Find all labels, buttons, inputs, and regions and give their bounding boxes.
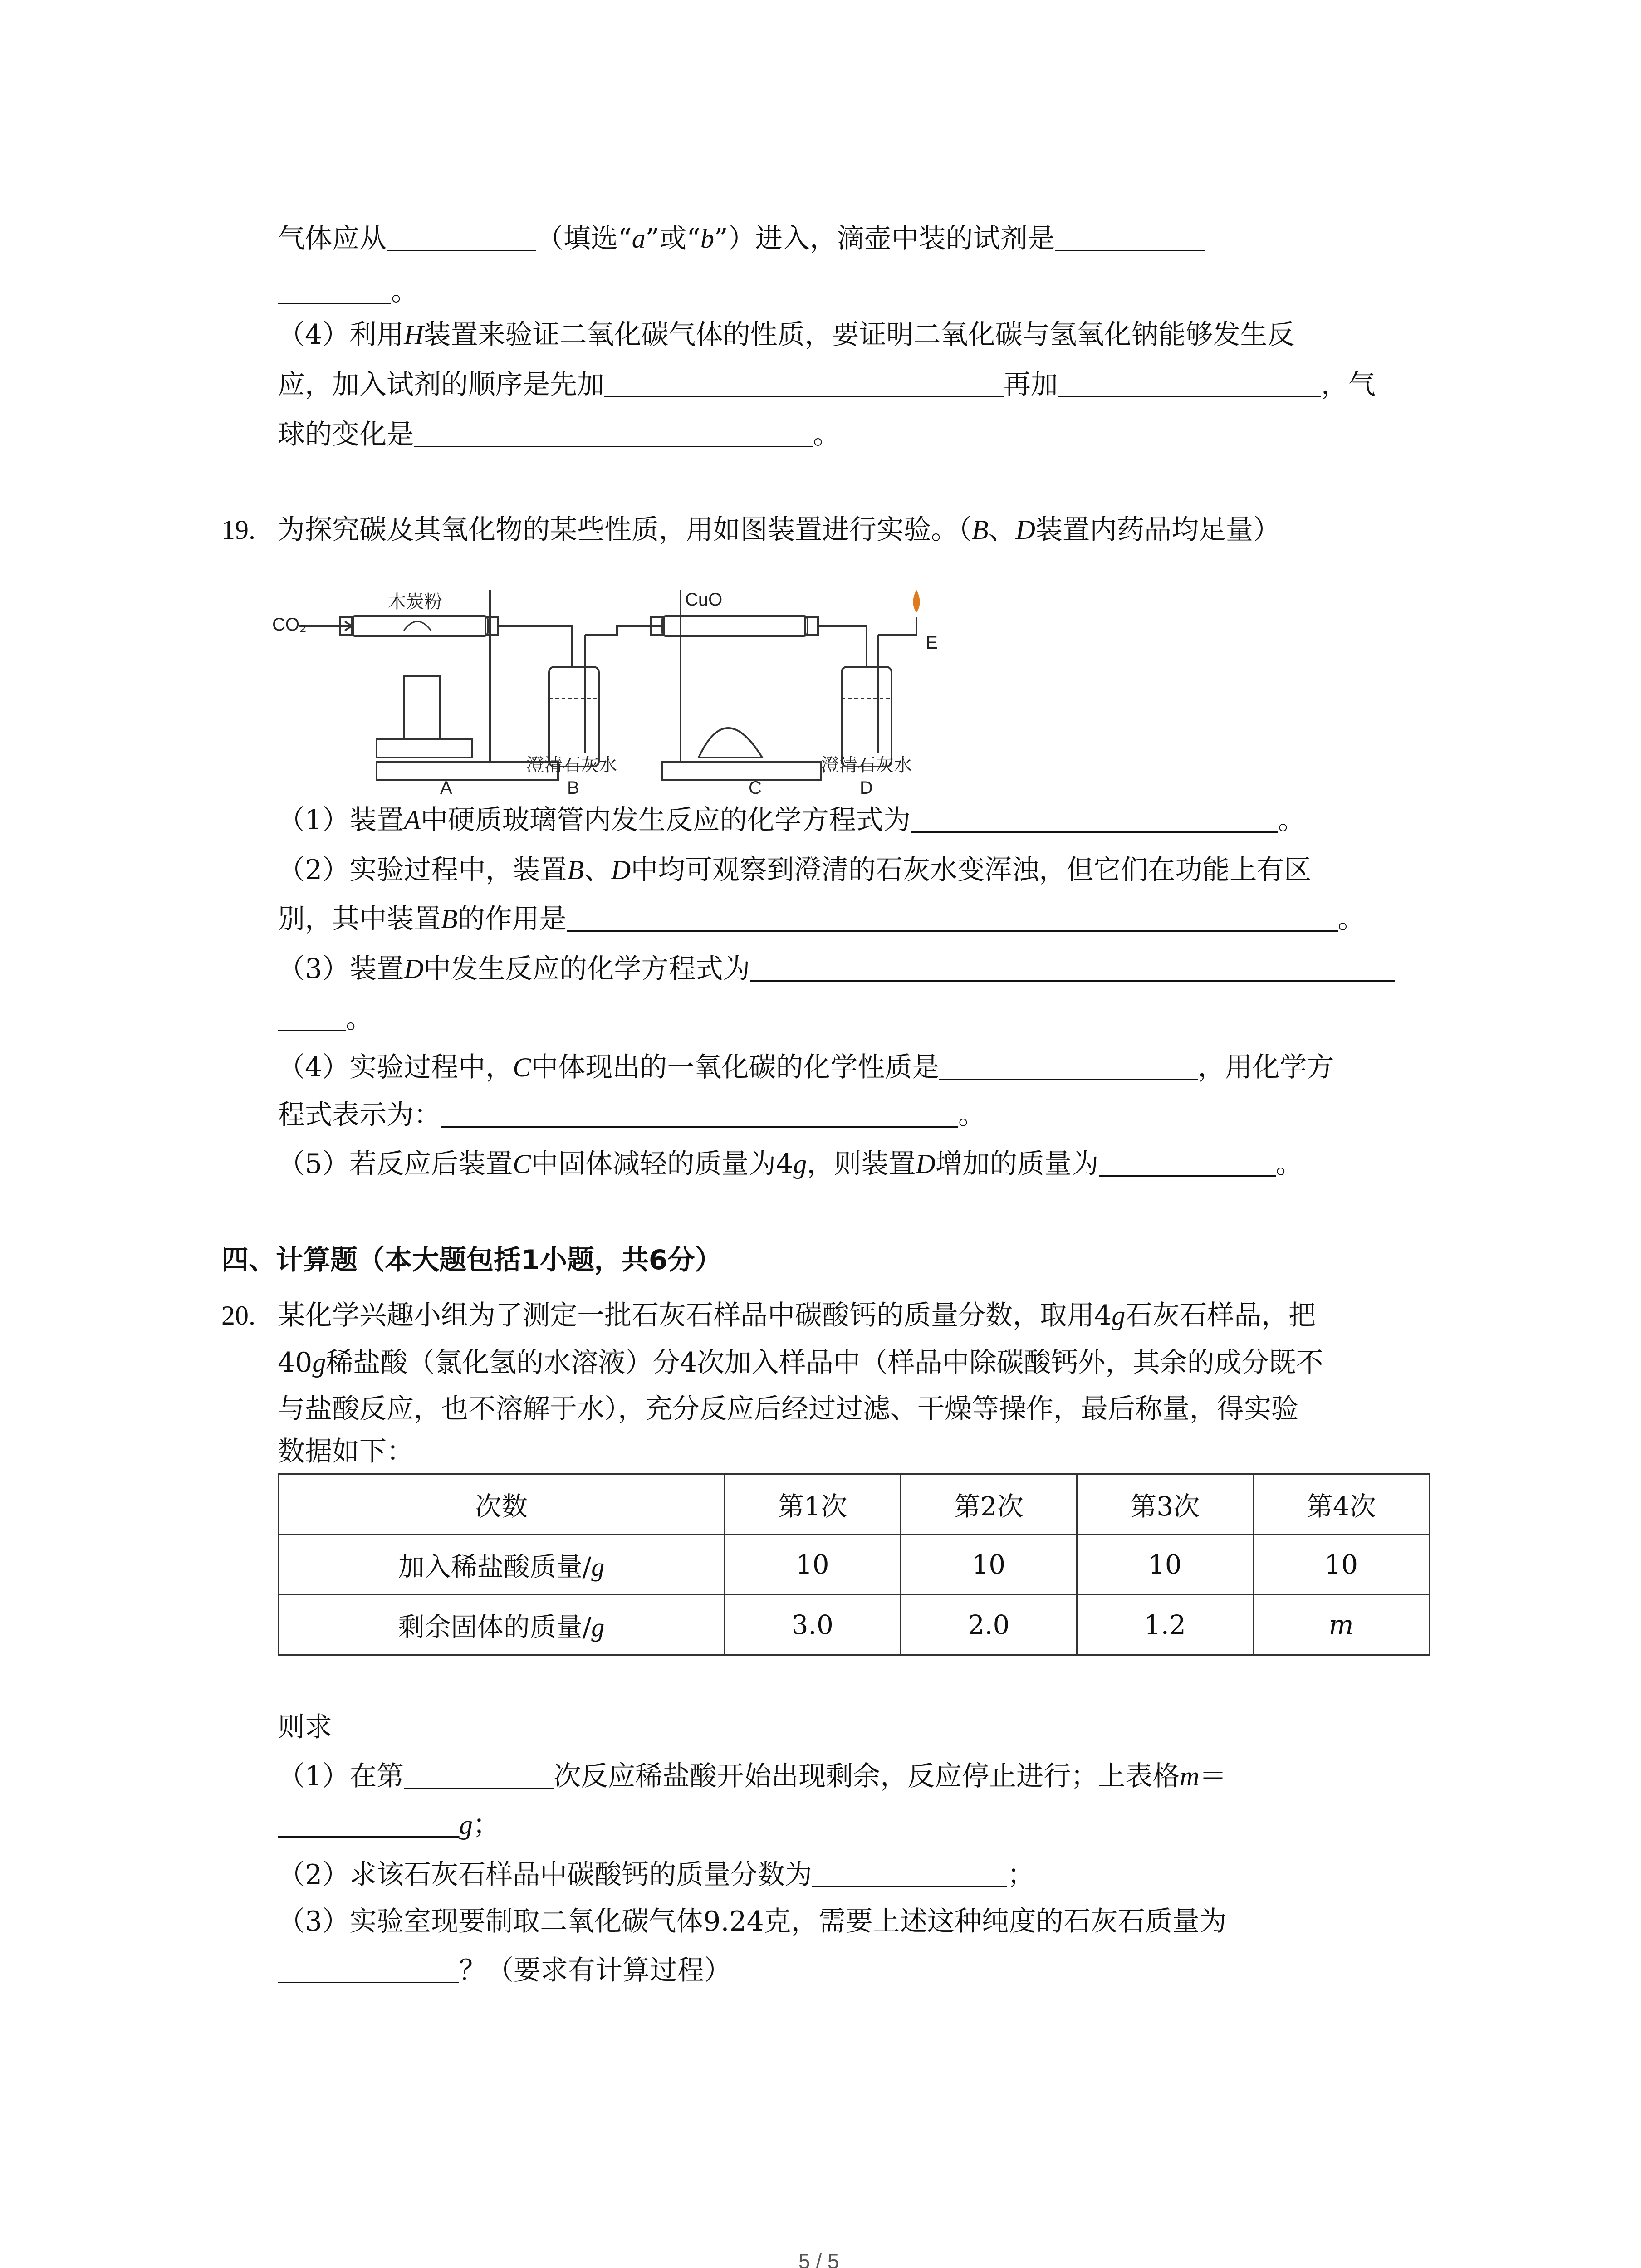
table-header-cell: 第3次 [1077,1474,1254,1535]
text: H [404,320,424,350]
text: 某化学兴趣小组为了测定一批石灰石样品中碳酸钙的质量分数，取用4 [278,1300,1112,1331]
text: 为探究碳及其氧化物的某些性质，用如图装置进行实验。（ [278,514,972,546]
text: g [459,1810,473,1840]
text: 球的变化是 [278,419,414,450]
label-limewater-d: 澄清石灰水 [821,755,912,775]
text: B [972,515,989,545]
answer-blank[interactable] [1058,371,1321,397]
text: b [700,224,715,254]
text: 、 [583,854,611,886]
text: （2）求该石灰石样品中碳酸钙的质量分数为 [278,1859,813,1891]
label-co2: CO₂ [272,615,307,635]
text: g [312,1348,326,1378]
q19-sub4-line1 [278,1050,1334,1085]
text: 别，其中装置 [278,903,441,935]
text: ，则装置 [807,1148,916,1180]
table-header-cell: 第4次 [1253,1474,1430,1535]
text: （5）若反应后装置 [278,1148,513,1180]
question-number-19: 19. [221,515,255,545]
page-number: 5 / 5 [798,2249,839,2268]
text: 次反应稀盐酸开始出现剩余，反应停止进行；上表格 [554,1760,1180,1792]
table-cell: 10 [725,1535,901,1595]
table-cell: 10 [901,1535,1077,1595]
text: 程式表示为： [278,1099,441,1131]
q19-sub3 [278,952,1395,986]
table-header-cell: 次数 [279,1474,725,1535]
answer-blank[interactable] [750,955,1395,982]
answer-blank[interactable] [567,905,1338,932]
text: （1）在第 [278,1760,404,1792]
text: B [441,904,458,934]
text: 稀盐酸（氯化氢的水溶液）分4次加入样品中（样品中除碳酸钙外，其余的成分既不 [326,1347,1323,1378]
text: 。 [1337,903,1365,935]
answer-blank[interactable] [278,1811,459,1838]
text: （4）利用 [278,319,404,351]
table-row [279,1535,1430,1595]
table-row-label [279,1535,725,1595]
text: 中均可观察到澄清的石灰水变浑浊，但它们在功能上有区 [631,854,1312,886]
q18-part4-line3 [278,417,840,452]
text: ； [473,1809,500,1841]
text: ？（要求有计算过程） [459,1955,731,1986]
q19-stem [278,513,1280,547]
q20-sub2 [278,1857,1034,1892]
table-header-cell: 第1次 [725,1474,901,1535]
text: 。 [391,275,418,307]
table-row-label [279,1595,725,1655]
text: 石灰石样品，把 [1125,1300,1316,1331]
q20-line3 [278,1392,1298,1426]
text: 中固体减轻的质量为4 [531,1148,794,1180]
q18-part4-line1 [278,318,1295,352]
text: 。 [346,1003,373,1035]
text: D [404,954,424,984]
text: ”）进入，滴壶中装的试剂是 [714,223,1055,254]
table-header-cell: 第2次 [901,1474,1077,1535]
answer-blank[interactable] [278,277,391,304]
q20-sub3 [278,1904,1227,1939]
text: 增加的质量为 [935,1148,1099,1180]
text: ＝ [1199,1760,1227,1792]
text: 气体应从 [278,223,387,254]
q18-line1 [278,221,1205,256]
text: 。 [1275,1148,1303,1180]
q18-line2 [278,274,418,308]
answer-blank[interactable] [911,806,1278,833]
section-heading: 四、计算题（本大题包括1小题，共6分） [221,1244,722,1276]
text: m [1180,1761,1200,1791]
table-row [279,1595,1430,1655]
text: 装置来验证二氧化碳气体的性质，要证明二氧化碳与氢氧化钠能够发生反 [423,319,1295,351]
text: D [611,855,631,885]
text: A [404,805,421,835]
text: a [632,224,646,254]
experiment-data-table [278,1473,1430,1656]
answer-blank[interactable] [441,1101,958,1128]
text: 、 [988,514,1016,546]
q19-sub3-cont [278,1002,373,1036]
q20-sub3-cont [278,1953,731,1988]
label-b: B [567,778,579,798]
answer-blank[interactable] [812,1861,1007,1887]
table-cell: 10 [1077,1535,1254,1595]
text: 加入稀盐酸质量/ [398,1551,592,1582]
text: g [793,1149,807,1179]
text: 。 [958,1099,985,1131]
q20-line4 [278,1434,414,1469]
table-cell: m [1253,1595,1430,1655]
text: 数据如下： [278,1436,414,1467]
answer-blank[interactable] [278,1005,346,1031]
text: （填选“ [536,223,632,254]
table-cell: 2.0 [901,1595,1077,1655]
text: C [513,1149,531,1179]
label-c: C [749,778,762,798]
q19-sub2-line1 [278,853,1311,887]
text: 中发生反应的化学方程式为 [423,953,750,985]
text: 中硬质玻璃管内发生反应的化学方程式为 [420,804,911,836]
text: ，气 [1321,369,1376,401]
label-e: E [926,633,938,653]
answer-blank[interactable] [604,371,1004,397]
text: （3）实验室现要制取二氧化碳气体9.24克，需要上述这种纯度的石灰石质量为 [278,1906,1227,1937]
text: 应，加入试剂的顺序是先加 [278,369,604,401]
text: C [513,1052,531,1082]
answer-blank[interactable] [1055,225,1205,251]
table-cell: 3.0 [725,1595,901,1655]
text: ”或“ [645,223,701,254]
q20-ze: 则求 [278,1711,332,1743]
table-cell: 1.2 [1077,1595,1254,1655]
text: g [1112,1300,1126,1330]
answer-blank[interactable] [939,1053,1198,1080]
text: ，用化学方 [1198,1051,1334,1083]
table-header-row [279,1474,1430,1535]
text: （3）装置 [278,953,404,985]
label-a: A [440,778,452,798]
text: g [591,1613,605,1642]
question-number-20: 20. [221,1300,255,1330]
text: ； [1007,1859,1035,1891]
answer-blank[interactable] [1099,1150,1276,1177]
text: （2）实验过程中，装置 [278,854,568,886]
label-carbon-powder: 木炭粉 [388,592,442,612]
text: 剩余固体的质量/ [398,1612,592,1642]
text: 与盐酸反应，也不溶解于水），充分反应后经过过滤、干燥等操作，最后称量，得实验 [278,1393,1298,1425]
q19-sub2-line2 [278,902,1365,936]
q19-sub1 [278,803,1305,837]
text: 装置内药品均足量） [1035,514,1280,546]
text: 再加 [1004,369,1058,401]
answer-blank[interactable] [278,1956,459,1983]
text: 的作用是 [457,903,567,935]
experiment-apparatus-figure [272,562,971,798]
text: 。 [1278,804,1305,836]
table-cell: 10 [1253,1535,1430,1595]
text: B [567,855,584,885]
text: 40 [278,1347,313,1378]
label-d: D [860,778,873,798]
text: 。 [813,419,840,450]
q20-line1 [278,1298,1316,1333]
text: D [916,1149,936,1179]
answer-blank[interactable] [387,225,536,251]
text: g [591,1552,605,1582]
text: 中体现出的一氧化碳的化学性质是 [531,1051,940,1083]
text: D [1015,515,1035,545]
answer-blank[interactable] [404,1762,554,1789]
q20-sub1 [278,1759,1227,1794]
label-limewater-b: 澄清石灰水 [526,755,617,775]
answer-blank[interactable] [414,420,813,447]
q20-sub1-cont [278,1808,500,1842]
q18-part4-line2 [278,367,1376,402]
q19-sub5 [278,1147,1303,1181]
text: （4）实验过程中， [278,1051,513,1083]
q19-sub4-line2 [278,1098,985,1132]
label-cuo: CuO [685,590,723,610]
q20-line2 [278,1345,1323,1380]
text: （1）装置 [278,804,404,836]
